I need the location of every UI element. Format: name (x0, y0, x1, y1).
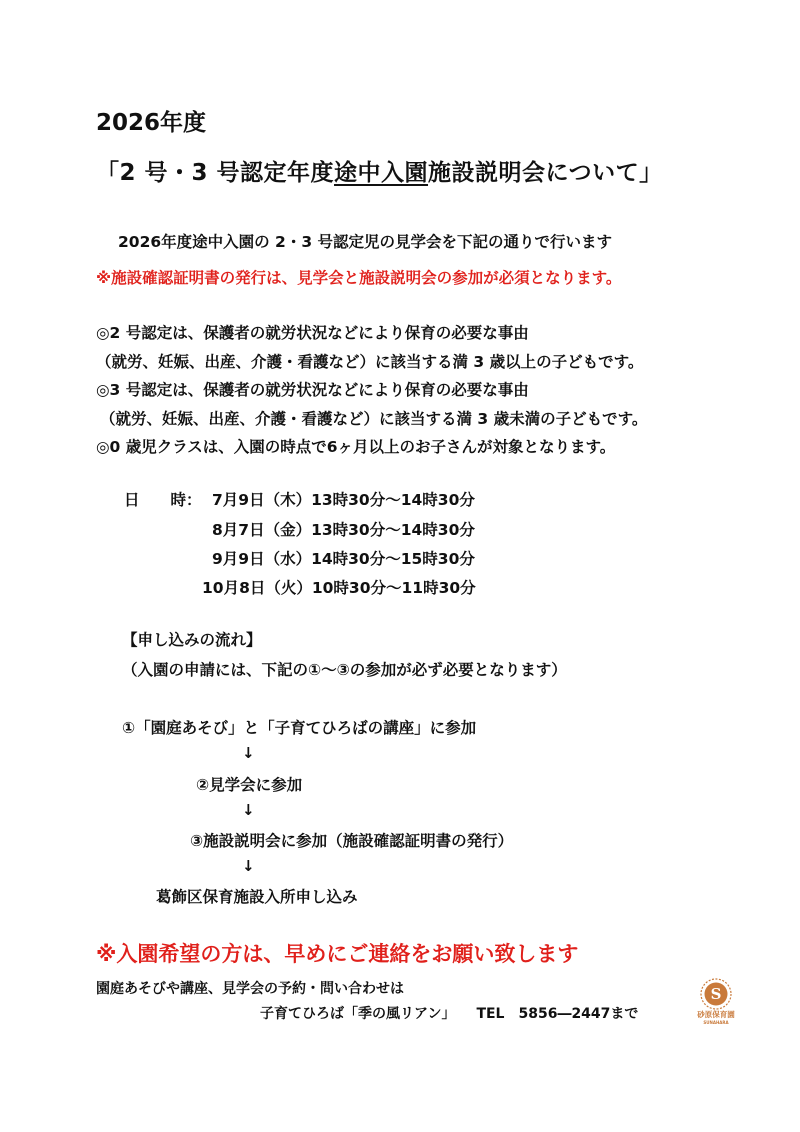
definition-line: ◎3 号認定は、保護者の就労状況などにより保育の必要な事由 (96, 381, 529, 399)
down-arrow-icon: ↓ (242, 857, 255, 875)
page-title (96, 154, 663, 187)
down-arrow-icon: ↓ (242, 744, 255, 762)
down-arrow-icon: ↓ (242, 801, 255, 819)
schedule-label: 日 時： (124, 491, 202, 509)
schedule-date: 10月8日（火）10時30分～11時30分 (202, 579, 476, 597)
title-part-1: 「2 号・3 号認定年度 (96, 160, 335, 186)
schedule-date: 7月9日（木）13時30分～14時30分 (212, 491, 475, 509)
definition-line: （就労、妊娠、出産、介護・看護など）に該当する満 3 歳以上の子どもです。 (96, 353, 644, 371)
title-part-2: 施設説明会について」 (428, 160, 663, 186)
flow-step: 葛飾区保育施設入所申し込み (156, 888, 358, 906)
definition-line: ◎0 歳児クラスは、入園の時点で6ヶ月以上のお子さんが対象となります。 (96, 438, 616, 456)
flow-step: ③施設説明会に参加（施設確認証明書の発行） (190, 832, 514, 850)
contact-line: 園庭あそびや講座、見学会の予約・問い合わせは (96, 981, 404, 997)
flow-heading: 【申し込みの流れ】 (122, 631, 262, 649)
definition-line: （就労、妊娠、出産、介護・看護など）に該当する満 3 歳未満の子どもです。 (100, 410, 648, 428)
nursery-logo (688, 976, 744, 1026)
title-underlined: 途中入園 (334, 160, 429, 186)
logo-name: 砂原保育園 (697, 1010, 735, 1019)
warning-text: ※施設確認証明書の発行は、見学会と施設説明会の参加が必須となります。 (96, 269, 622, 287)
schedule-date: 9月9日（水）14時30分～15時30分 (212, 550, 475, 568)
notice-text: ※入園希望の方は、早めにご連絡をお願い致します (96, 942, 579, 966)
definition-line: ◎2 号認定は、保護者の就労状況などにより保育の必要な事由 (96, 324, 529, 342)
flow-step: ①「園庭あそび」と「子育てひろばの講座」に参加 (122, 719, 477, 737)
flow-note: （入園の申請には、下記の①～③の参加が必ず必要となります） (122, 661, 567, 679)
year-heading: 2026年度 (96, 110, 207, 136)
schedule-date: 8月7日（金）13時30分～14時30分 (212, 521, 475, 539)
flow-step: ②見学会に参加 (196, 776, 303, 794)
logo-romaji: SUNAHARA (703, 1020, 729, 1025)
logo-glyph: S (710, 985, 722, 1003)
contact-line: 子育てひろば「季の風リアン」 TEL 5856―2447まで (260, 1006, 639, 1022)
intro-text: 2026年度途中入園の 2・3 号認定児の見学会を下記の通りで行います (118, 233, 613, 251)
